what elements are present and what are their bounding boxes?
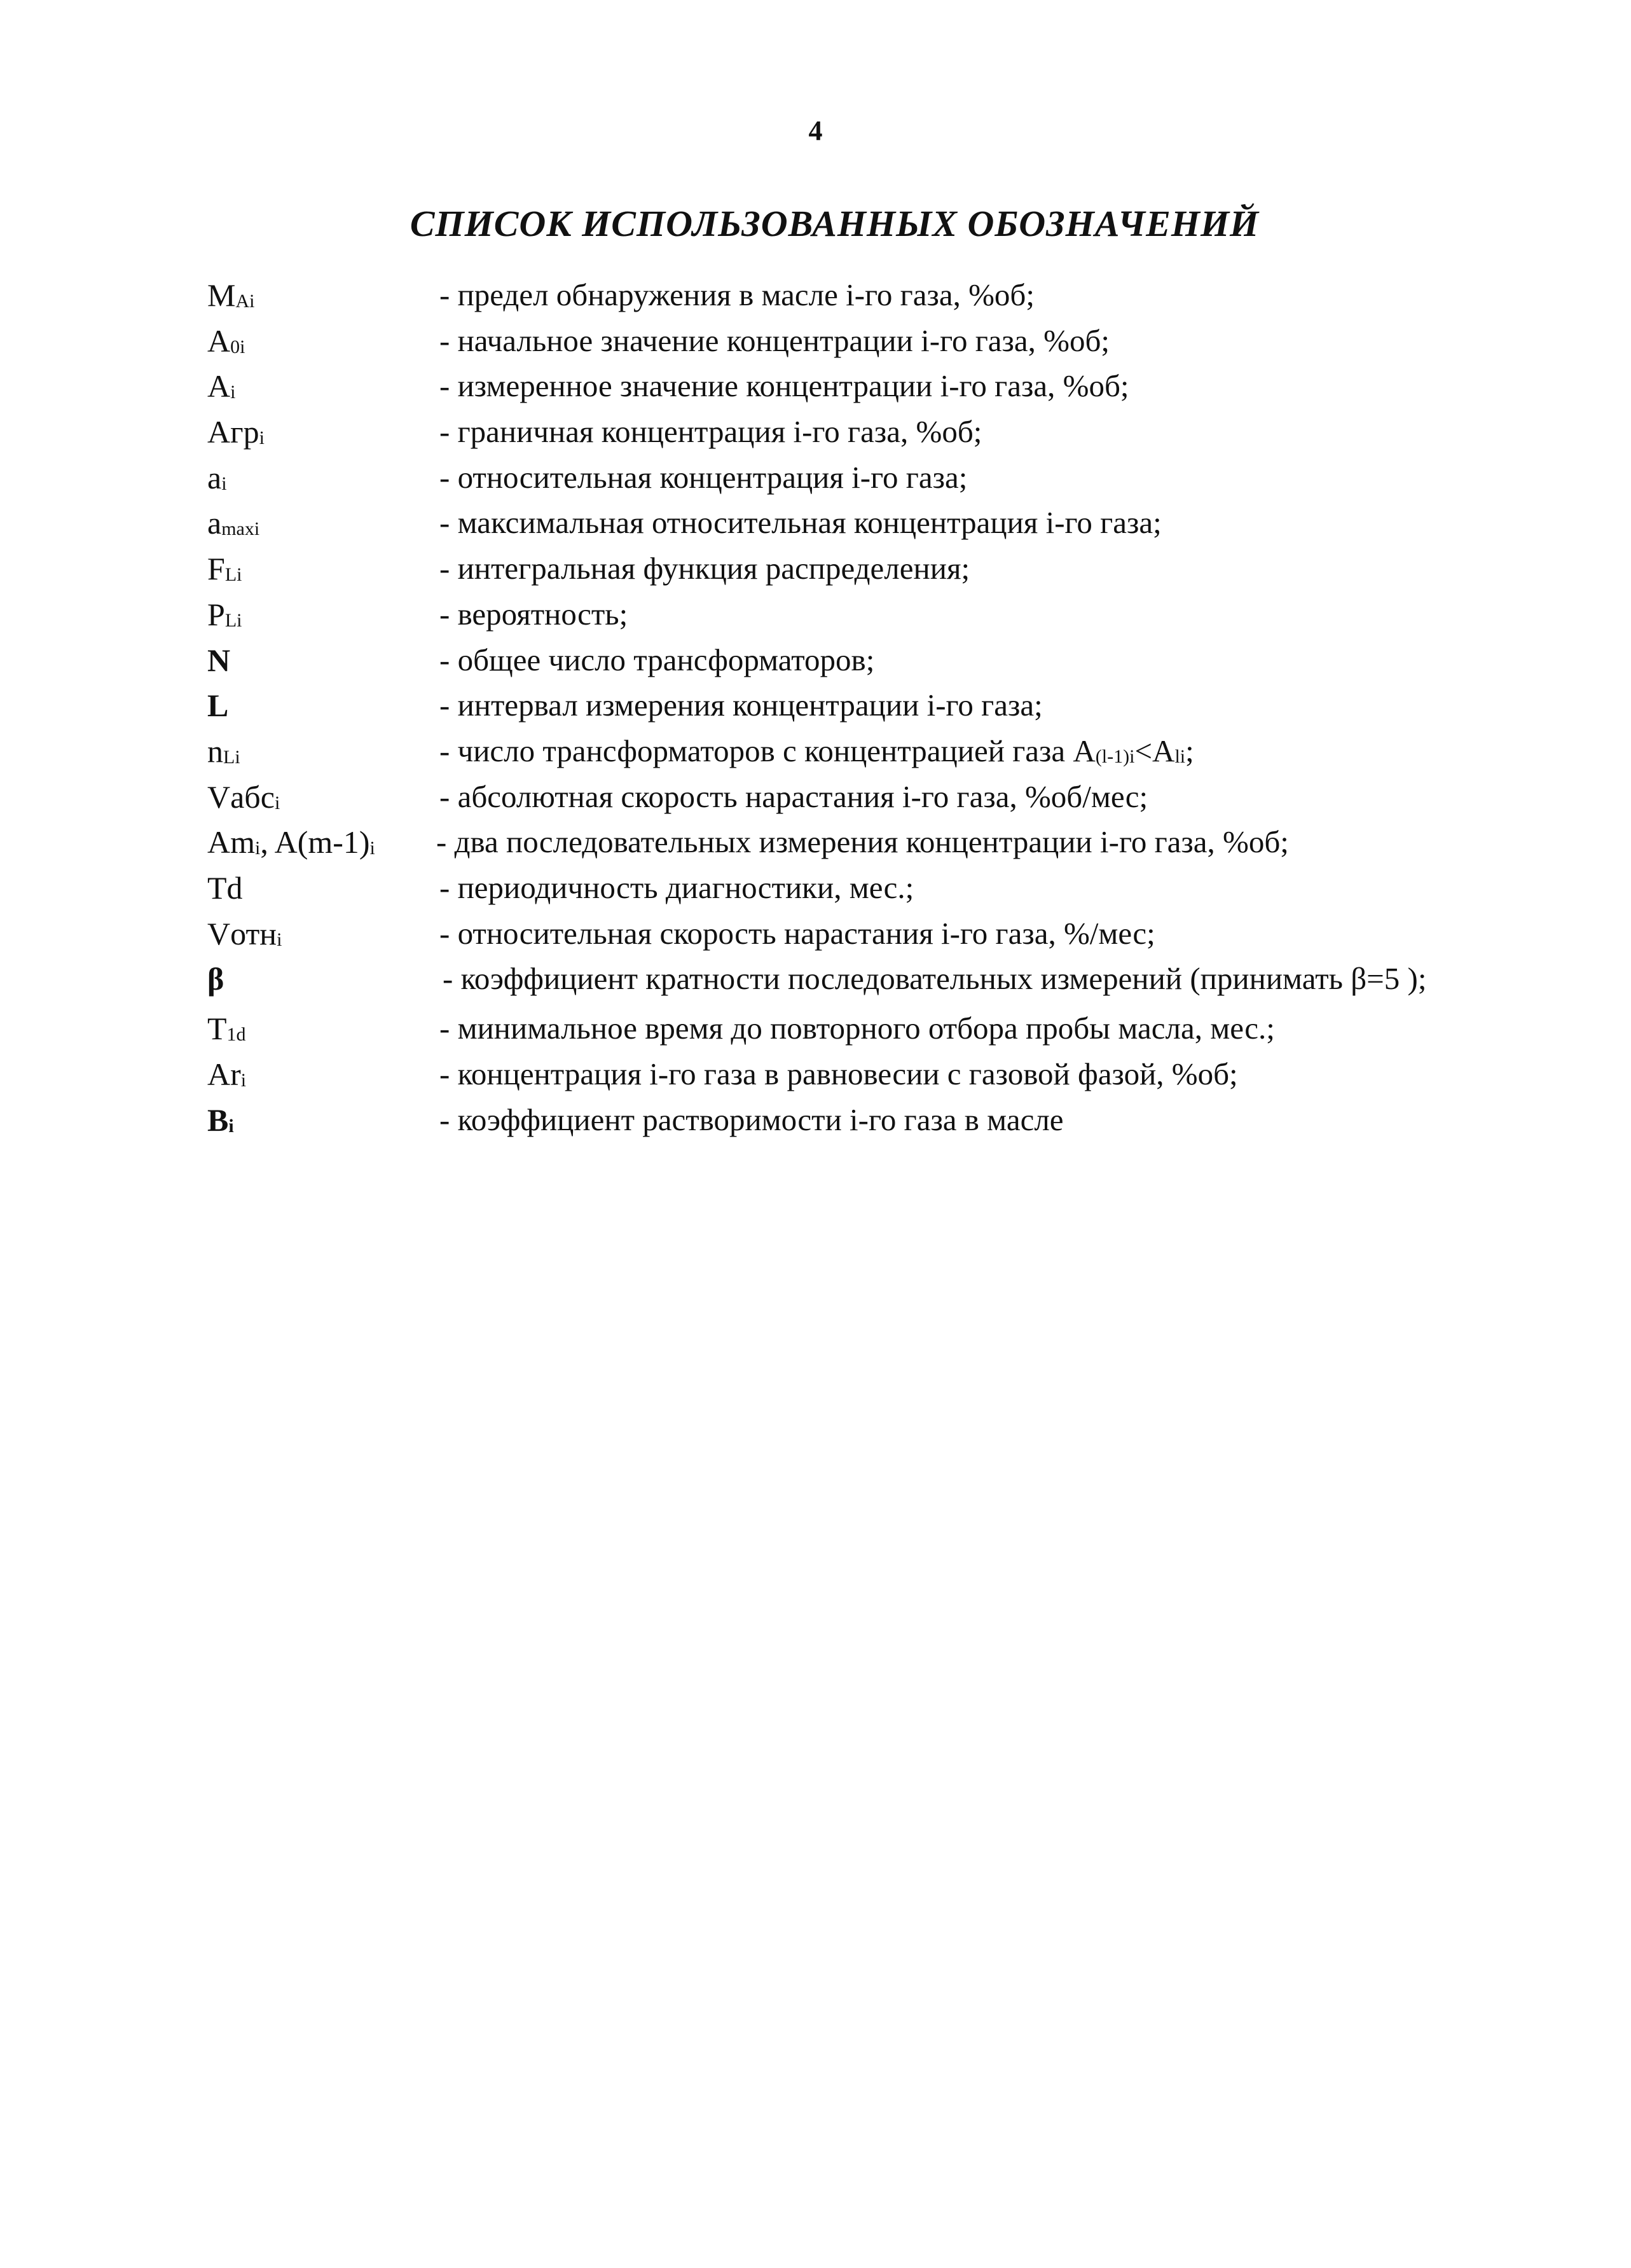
symbol-subscript: Li (223, 746, 240, 768)
symbol-subscript: i (221, 473, 227, 494)
symbol-description (439, 731, 1194, 777)
symbol-description: - начальное значение концентрации i-го газа, %об; (439, 322, 1110, 358)
symbol-subscript: Li (224, 564, 242, 586)
description-text: - число трансформаторов с концентрацией газа A (439, 733, 1096, 768)
symbol-description: - вероятность; (439, 596, 628, 632)
symbol-row-b-i (207, 1100, 1606, 1145)
symbol-row-vabs-i (207, 777, 1606, 822)
symbol-base: Агр (207, 414, 259, 450)
symbol-row-a-i (207, 366, 1606, 411)
symbol-row-td (207, 868, 1606, 913)
symbol-row-ar-i (207, 1054, 1606, 1100)
symbol-description: - предел обнаружения в масле i-го газа, %об; (439, 277, 1035, 312)
symbol-row-l (207, 685, 1606, 731)
symbol-subscript: i (240, 1070, 247, 1091)
symbol-base: a (207, 505, 222, 541)
symbol-subscript: 1d (226, 1024, 246, 1046)
symbol-base: a (207, 459, 222, 495)
symbol-row-beta (207, 958, 1606, 1008)
symbol-base: F (207, 551, 225, 587)
symbol (207, 548, 242, 595)
symbol-base: Td (207, 869, 243, 906)
symbol-description: - относительная скорость нарастания i-го газа, %/мес; (439, 915, 1155, 951)
page-number: 4 (808, 115, 823, 146)
symbol (207, 777, 280, 824)
symbol-row-a-maxi (207, 502, 1606, 548)
symbol (207, 594, 242, 641)
symbol (207, 457, 227, 504)
symbol-base: P (207, 596, 225, 632)
symbol-description: - интервал измерения концентрации i-го газа; (439, 688, 1043, 723)
description-text: ; (1185, 733, 1194, 768)
symbol-subscript: i (228, 1115, 234, 1137)
symbol (207, 1100, 234, 1147)
symbol-base: Ar (207, 1056, 241, 1092)
symbol (207, 913, 282, 960)
symbol-base: β (207, 961, 224, 997)
symbol-description: - измеренное значение концентрации i-го газа, %об; (439, 368, 1129, 404)
symbol (207, 321, 245, 368)
symbol-row-p-li (207, 594, 1606, 640)
symbol-base: Vотн (207, 915, 277, 951)
symbol-base: , A(m-1) (260, 824, 370, 861)
symbol (207, 366, 235, 413)
symbol-description: - относительная концентрация i-го газа; (439, 459, 968, 495)
symbol-base: N (207, 642, 231, 678)
symbol-base: Vабс (207, 778, 275, 815)
symbol-description: - интегральная функция распределения; (439, 551, 970, 586)
symbol-row-am-i (207, 822, 1606, 868)
symbol-subscript: i (255, 838, 261, 859)
symbol-subscript: Li (224, 609, 242, 631)
symbol-description: - два последовательных измерения концентрации i-го газа, %об; (436, 824, 1289, 860)
symbol (207, 685, 228, 726)
description-text: <A (1134, 733, 1175, 768)
symbol-row-a-lower-i (207, 457, 1606, 503)
symbol-row-n (207, 640, 1606, 686)
symbol-base: L (207, 688, 229, 724)
symbol (207, 1008, 246, 1055)
symbol-base: A (207, 368, 231, 405)
symbol-subscript: i (230, 382, 236, 403)
symbol-subscript: 0i (230, 336, 245, 357)
symbol (207, 1054, 246, 1101)
symbol-subscript: i (259, 427, 265, 449)
symbol-row-a-0i (207, 321, 1606, 366)
symbol-description: - минимальное время до повторного отбора пробы масла, мес.; (439, 1011, 1275, 1046)
symbol-description: - общее число трансформаторов; (439, 642, 875, 677)
symbol-row-n-li (207, 731, 1606, 777)
symbol (207, 868, 243, 908)
symbol-description: - периодичность диагностики, мес.; (439, 869, 914, 905)
symbol-subscript: i (369, 838, 375, 859)
symbol-row-f-li (207, 548, 1606, 594)
symbol-row-agr-i (207, 411, 1606, 457)
symbol-subscript: i (277, 929, 282, 950)
symbol-row-m-ai (207, 275, 1606, 321)
symbol-subscript: maxi (221, 518, 260, 540)
symbol (207, 502, 259, 550)
description-subscript: (l-1)i (1095, 745, 1135, 767)
symbol-description: - максимальная относительная концентрация i-го газа; (439, 505, 1162, 541)
symbol-subscript: Ai (235, 291, 255, 312)
symbol-base: T (207, 1011, 227, 1047)
symbol (207, 275, 254, 322)
symbol-row-t-1d (207, 1008, 1606, 1054)
symbol-description: - абсолютная скорость нарастания i-го газа, %об/мес; (439, 778, 1148, 814)
symbol (207, 822, 375, 869)
symbol-base: M (207, 277, 236, 313)
symbol-row-votn-i (207, 913, 1606, 959)
symbol-base: Am (207, 824, 255, 861)
symbol (207, 731, 240, 778)
symbol-base: A (207, 322, 231, 359)
symbol-description: - коэффициент растворимости i-го газа в масле (439, 1102, 1064, 1137)
symbol-description: - концентрация i-го газа в равновесии с газовой фазой, %об; (439, 1056, 1238, 1091)
symbol-subscript: i (274, 792, 280, 813)
symbol-base: B (207, 1102, 229, 1138)
symbol (207, 411, 265, 459)
symbol (207, 640, 230, 681)
page-title: СПИСОК ИСПОЛЬЗОВАННЫХ ОБОЗНАЧЕНИЙ (409, 203, 1260, 244)
description-subscript: li (1174, 745, 1186, 767)
symbol (207, 958, 224, 999)
symbol-base: n (207, 733, 223, 769)
symbols-list (207, 275, 1606, 1145)
symbol-description: - коэффициент кратности последовательных измерений (принимать β=5 ); (443, 961, 1427, 997)
symbol-description: - граничная концентрация i-го газа, %об; (439, 414, 982, 450)
